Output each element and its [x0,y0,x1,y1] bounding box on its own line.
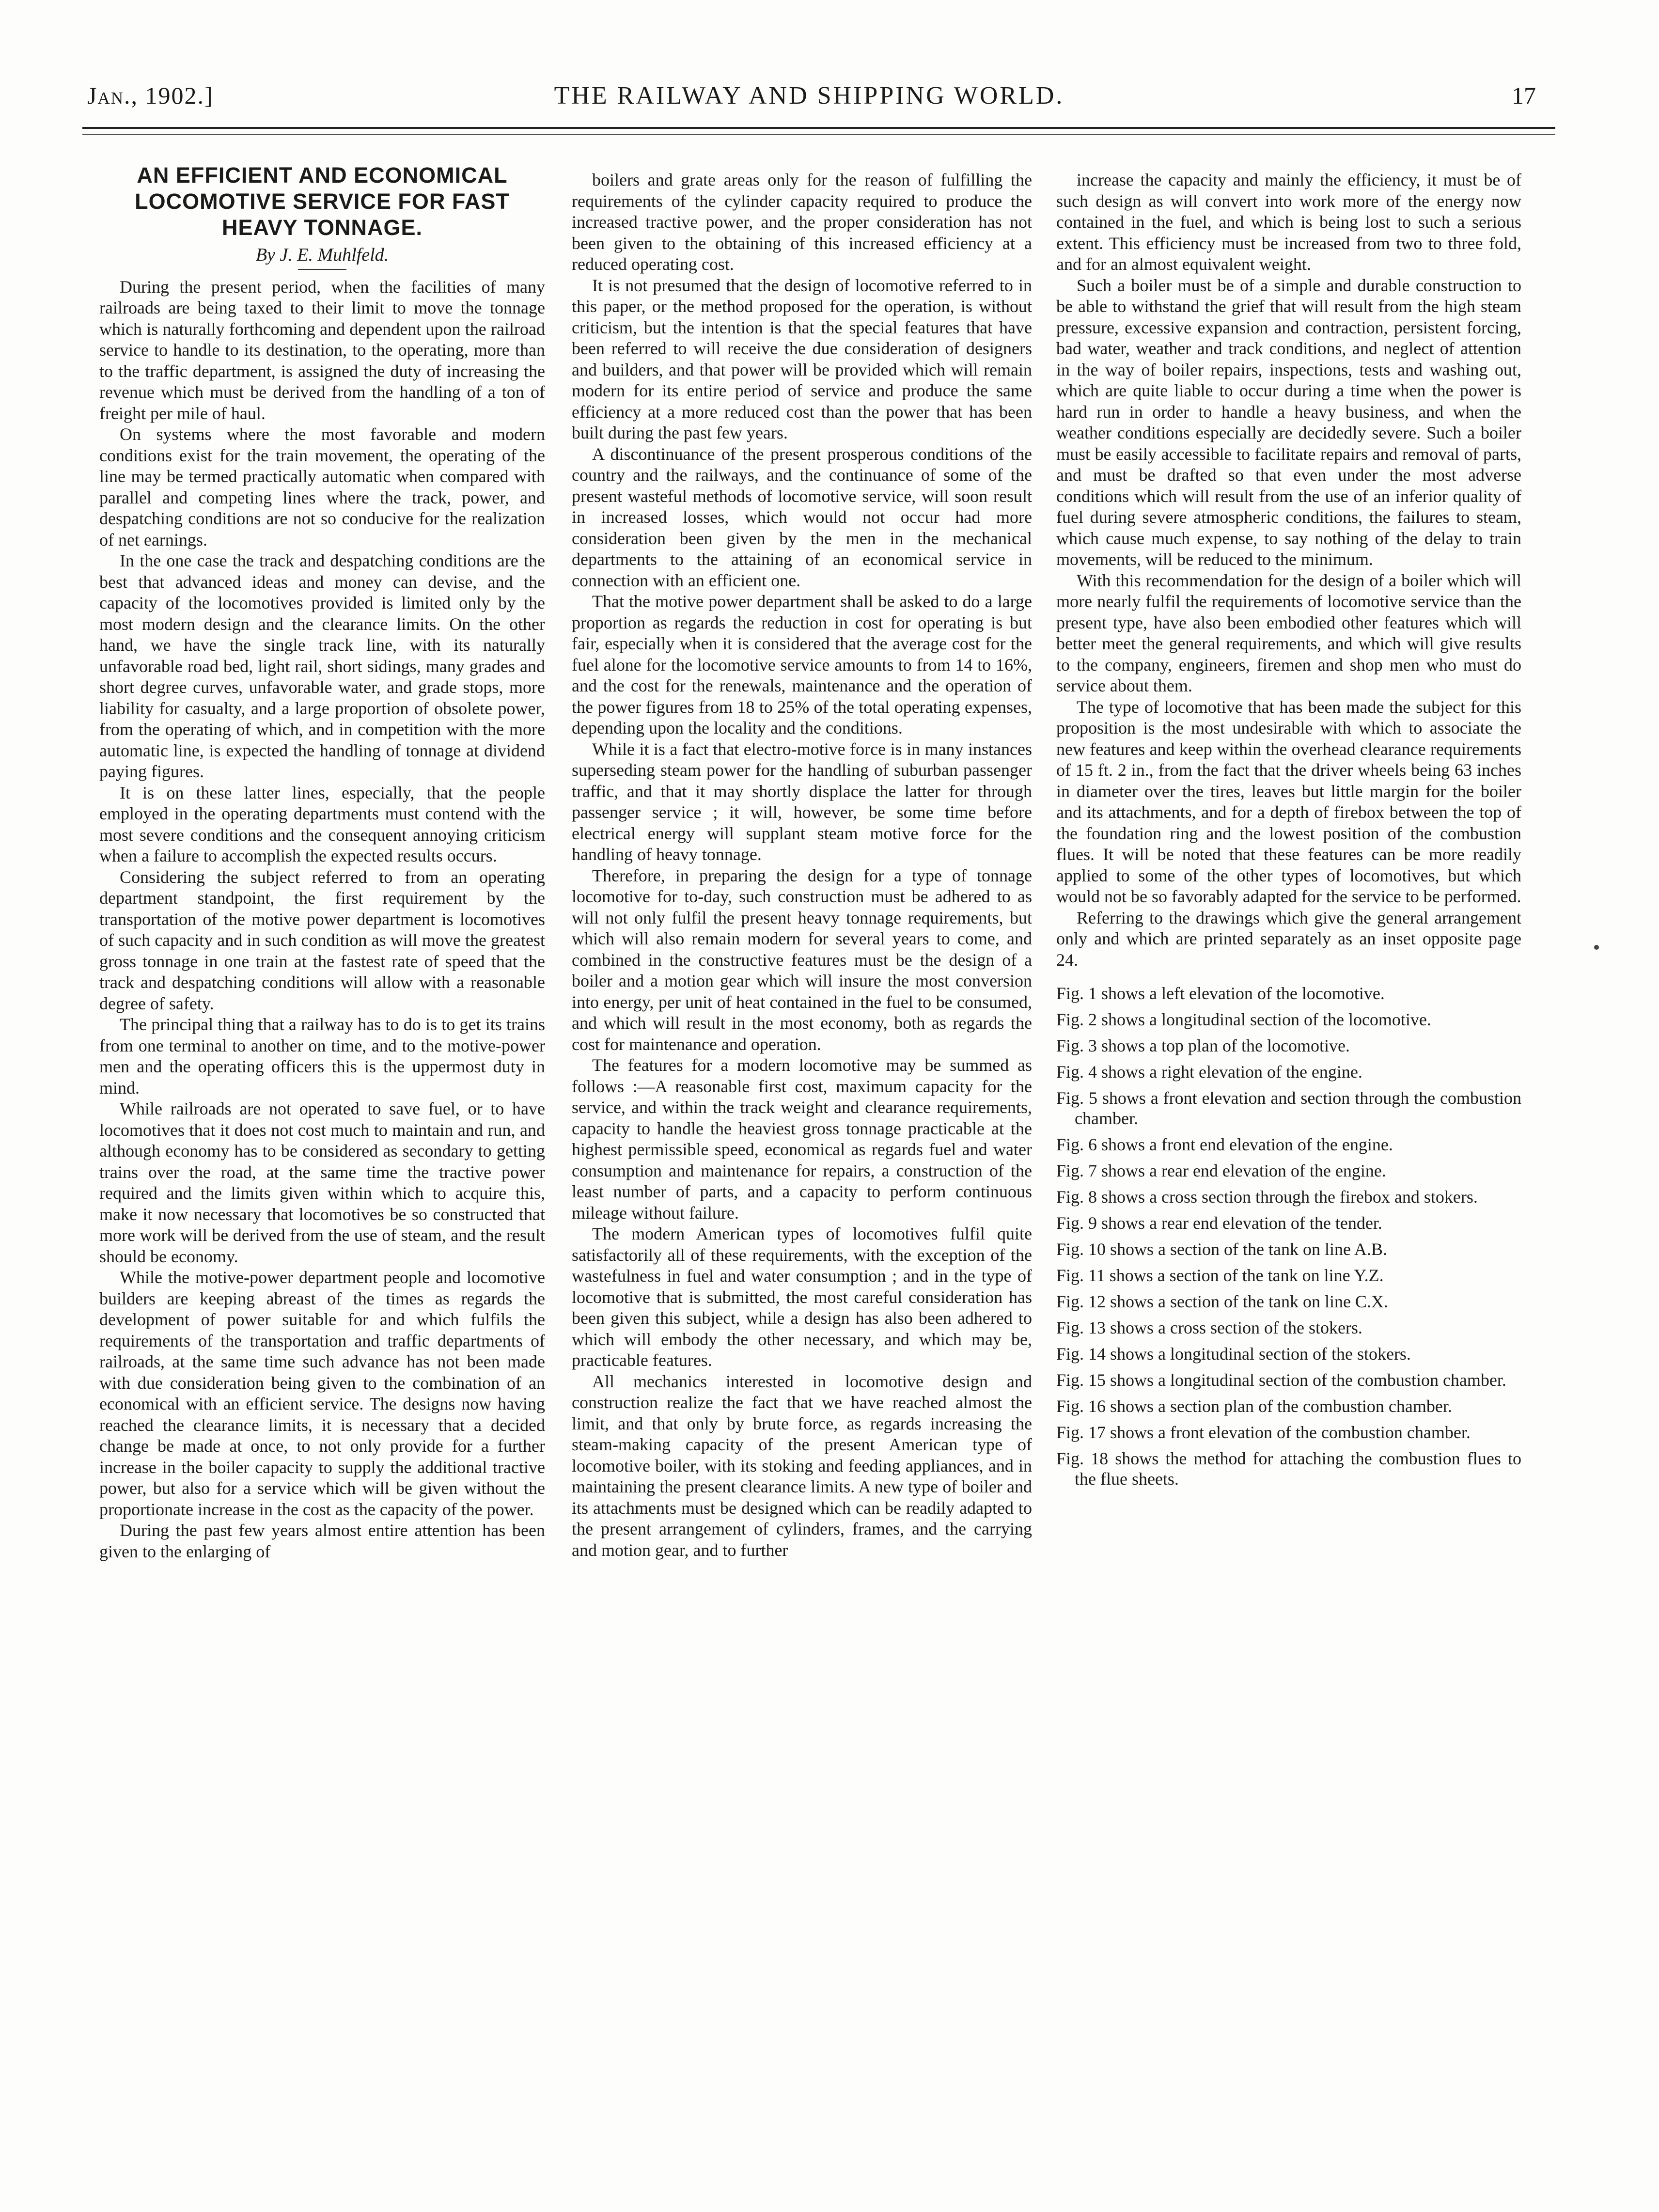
paragraph: That the motive power department shall be asked to do a large proportion as regards the reduction in cost for operating is but fair, especially when it is considered that the average cost for the fuel alone for the locomotive service amounts to from 14 to 16%, and the cost for the renewals, maintenance and the operation of the power figures from 18 to 25% of the total operating expenses, depending upon the locality and the conditions. [572,592,1032,737]
column-1 [99,162,545,2110]
paragraph: While railroads are not operated to save fuel, or to have locomotives that it does not cost much to maintain and run, and although economy has to be considered as secondary to getting trains over the road, at the same time the tractive power required and the limits given within which to acquire this, make it now necessary that locomotives be so constructed that more work will be derived from the use of steam, and the result should be economy. [99,1099,545,1266]
column-3-body [1056,170,1521,971]
paragraph: All mechanics interested in locomotive design and construction realize the fact that we have reached almost the limit, and that only by brute force, as regards increasing the steam-making capacity of the present American type of locomotive boiler, with its stoking and feeding appliances, and in maintaining the present clearance limits. A new type of boiler and its attachments must be designed which can be readily adapted to the present arrangement of cylinders, frames, and the carrying and motion gear, and to further [572,1371,1032,1560]
page-number: 17 [1512,82,1536,109]
figure-caption-item: Fig. 12 shows a section of the tank on line C.X. [1056,1292,1388,1311]
paragraph: The principal thing that a railway has to do is to get its trains from one terminal to another on time, and to the motive-power men and the operating officers this is the uppermost duty in mind. [99,1015,545,1098]
paragraph: Therefore, in preparing the design for a type of tonnage locomotive for to-day, such construction must be adhered to as will not only fulfil the present heavy tonnage requirements, but which will also remain modern for several years to come, and combined in the constructive features must be the design of a boiler and a motion gear which will insure the most conversion into energy, per unit of heat contained in the fuel to be consumed, and which will result in the most economy, both as regards the cost for maintenance and operation. [572,865,1032,1054]
figure-caption-item: Fig. 5 shows a front elevation and section through the combustion chamber. [1056,1088,1521,1128]
figure-caption-item: Fig. 15 shows a longitudinal section of the combustion chamber. [1056,1370,1506,1390]
ink-speck [1594,945,1599,950]
paragraph: The modern American types of locomotives fulfil quite satisfactorily all of these requirements, with the exception of the wastefulness in fuel and water consumption ; and in the type of locomotive that is submitted, the most careful consideration has been given this subject, while a design has also been adhered to which will embody the other necessary, and which may be, practicable features. [572,1224,1032,1370]
byline-rule [298,269,346,270]
figure-caption-item: Fig. 16 shows a section plan of the combustion chamber. [1056,1396,1452,1416]
journal-title: THE RAILWAY AND SHIPPING WORLD. [554,82,1064,110]
paragraph: boilers and grate areas only for the reason of fulfilling the requirements of the cylinder capacity required to produce the increased tractive power, and the proper consideration has not been given to the obtaining of this increased efficiency at a reduced operating cost. [572,170,1032,274]
paragraph: While it is a fact that electro-motive force is in many instances superseding steam power for the handling of suburban passenger traffic, and that it may shortly displace the latter for through passenger service ; it will, however, be some time before electrical energy will supplant steam motive force for the handling of heavy tonnage. [572,739,1032,864]
figure-caption-item: Fig. 13 shows a cross section of the stokers. [1056,1318,1362,1337]
column-3 [1056,170,1521,2118]
figure-caption-item: Fig. 18 shows the method for attaching the combustion flues to the flue sheets. [1056,1449,1521,1489]
paragraph: Such a boiler must be of a simple and durable construction to be able to withstand the grief that will result from the high steam pressure, excessive expansion and contraction, persistent forcing, bad water, weather and track conditions, and neglect of attention in the way of boiler repairs, inspections, tests and washing out, which are quite liable to occur during a time when the power is hard run in order to handle a heavy business, and when the weather conditions especially are decidedly severe. Such a boiler must be easily accessible to facilitate repairs and removal of parts, and must be drafted so that even under the most adverse conditions which will result from the use of an inferior quality of fuel during severe atmospheric conditions, the failures to steam, which cause much expense, to say nothing of the delay to train movements, will be reduced to the minimum. [1056,275,1521,569]
running-header [82,81,1536,120]
paragraph: In the one case the track and despatching conditions are the best that advanced ideas and money can devise, and the capacity of the locomotives provided is limited only by the most modern design and the clearance limits. On the other hand, we have the single track line, with its naturally unfavorable road bed, light rail, short sidings, many grades and short degree curves, unfavorable water, and grade stops, more liability for casualty, and a large proportion of obsolete power, from the operating of which, and in competition with the more automatic line, is expected the handling of tonnage at dividend paying figures. [99,551,545,781]
column-2 [572,170,1032,2118]
figure-caption-item: Fig. 11 shows a section of the tank on line Y.Z. [1056,1266,1384,1285]
paragraph: During the past few years almost entire attention has been given to the enlarging of [99,1521,545,1561]
header-rule-thick [82,127,1555,129]
figure-caption-item: Fig. 14 shows a longitudinal section of the stokers. [1056,1344,1411,1364]
article-title: AN EFFICIENT AND ECONOMICAL LOCOMOTIVE SERVICE FOR FAST HEAVY TONNAGE. [135,163,510,240]
header-date: Jan., 1902.] [87,82,214,109]
paragraph: Referring to the drawings which give the general arrangement only and which are printed separately as an inset opposite page 24. [1056,908,1521,970]
figure-caption-item: Fig. 7 shows a rear end elevation of the engine. [1056,1161,1386,1180]
column-1-body [99,277,545,1563]
paragraph: increase the capacity and mainly the efficiency, it must be of such design as will convert into work more of the energy now contained in the fuel, and which is being lost to such a serious extent. This efficiency must be increased from two to three fold, and for an almost equivalent weight. [1056,170,1521,274]
figure-caption-item: Fig. 9 shows a rear end elevation of the tender. [1056,1213,1382,1233]
paragraph: The features for a modern locomotive may be summed as follows :—A reasonable first cost, maximum capacity for the service, and within the track weight and clearance requirements, capacity to handle the heaviest gross tonnage practicable at the highest permissible speed, economical as regards fuel and water consumption and maintenance for repairs, a construction of the least number of parts, and a capacity to perform continuous mileage without failure. [572,1055,1032,1223]
figure-caption-item: Fig. 1 shows a left elevation of the locomotive. [1056,984,1385,1003]
figure-caption-item: Fig. 2 shows a longitudinal section of the locomotive. [1056,1010,1431,1029]
paragraph: The type of locomotive that has been made the subject for this proposition is the most undesirable with which to associate the new features and keep within the overhead clearance requirements of 15 ft. 2 in., from the fact that the driver wheels being 63 inches in diameter over the tires, leaves but little margin for the boiler and its attachments, and for a depth of firebox between the top of the foundation ring and the lowest position of the combustion flues. It will be noted that these features can be more readily applied to some of the other types of locomotives, but which would not be so favorably adapted for the service to be performed. [1056,697,1521,906]
figure-caption-item: Fig. 4 shows a right elevation of the engine. [1056,1062,1362,1082]
figure-caption-item: Fig. 17 shows a front elevation of the combustion chamber. [1056,1423,1471,1442]
column-2-body [572,170,1032,1561]
paragraph: It is not presumed that the design of locomotive referred to in this paper, or the method proposed for the operation, is without criticism, but the intention is that the special features that have been referred to will receive the due consideration of designers and builders, and that power will be provided which will remain modern for its entire period of service and produce the same efficiency at a more reduced cost than the power that has been built during the past few years. [572,275,1032,442]
figure-list [1056,983,1521,1489]
paragraph: During the present period, when the facilities of many railroads are being taxed to their limit to move the tonnage which is naturally forthcoming and dependent upon the railroad service to handle to its destination, to the operating, more than to the traffic department, is assigned the duty of increasing the revenue which must be derived from the handling of a ton of freight per mile of haul. [99,277,545,423]
article-byline: By J. E. Muhlfeld. [255,245,389,265]
header-rule-thin [82,134,1555,135]
figure-caption-item: Fig. 3 shows a top plan of the locomotive. [1056,1036,1350,1055]
paragraph: With this recommendation for the design of a boiler which will more nearly fulfil the requirements of locomotive service than the present type, have also been embodied other features which will better meet the general requirements, and which will give results to the company, engineers, firemen and shop men who must do service about them. [1056,570,1521,695]
paragraph: A discontinuance of the present prosperous conditions of the country and the railways, and the continuance of some of the present wasteful methods of locomotive service, will soon result in increased losses, which would not occur had more consideration been given by the men in the mechanical departments to the attaining of an economical service in connection with an efficient one. [572,444,1032,590]
figure-caption-item: Fig. 6 shows a front end elevation of the engine. [1056,1135,1393,1154]
paragraph: It is on these latter lines, especially, that the people employed in the operating departments must contend with the most severe conditions and the consequent annoying criticism when a failure to accomplish the expected results occurs. [99,783,545,865]
paragraph: While the motive-power department people and locomotive builders are keeping abreast of the times as regards the development of power suitable for and which fulfils the requirements of the transportation and traffic departments of railroads, at the same time such advance has not been made with due consideration being given to the combination of an economical with an efficient service. The designs now having reached the clearance limits, it is necessary that a decided change be made at once, to not only provide for a further increase in the boiler capacity to supply the additional tractive power, but also for a service which will be given without the proportionate increase in the cost as the capacity of the power. [99,1268,545,1519]
figure-caption-item: Fig. 8 shows a cross section through the firebox and stokers. [1056,1187,1478,1207]
paragraph: On systems where the most favorable and modern conditions exist for the train movement, the operating of the line may be termed practically automatic when compared with parallel and competing lines where the track, power, and despatching conditions are not so conducive for the realization of net earnings. [99,424,545,549]
paragraph: Considering the subject referred to from an operating department standpoint, the first requirement by the transportation of the motive power department is locomotives of such capacity and in such condition as will move the greatest gross tonnage in one train at the fastest rate of speed that the track and despatching conditions will allow with a reasonable degree of safety. [99,867,545,1013]
figure-caption-item: Fig. 10 shows a section of the tank on line A.B. [1056,1239,1387,1259]
